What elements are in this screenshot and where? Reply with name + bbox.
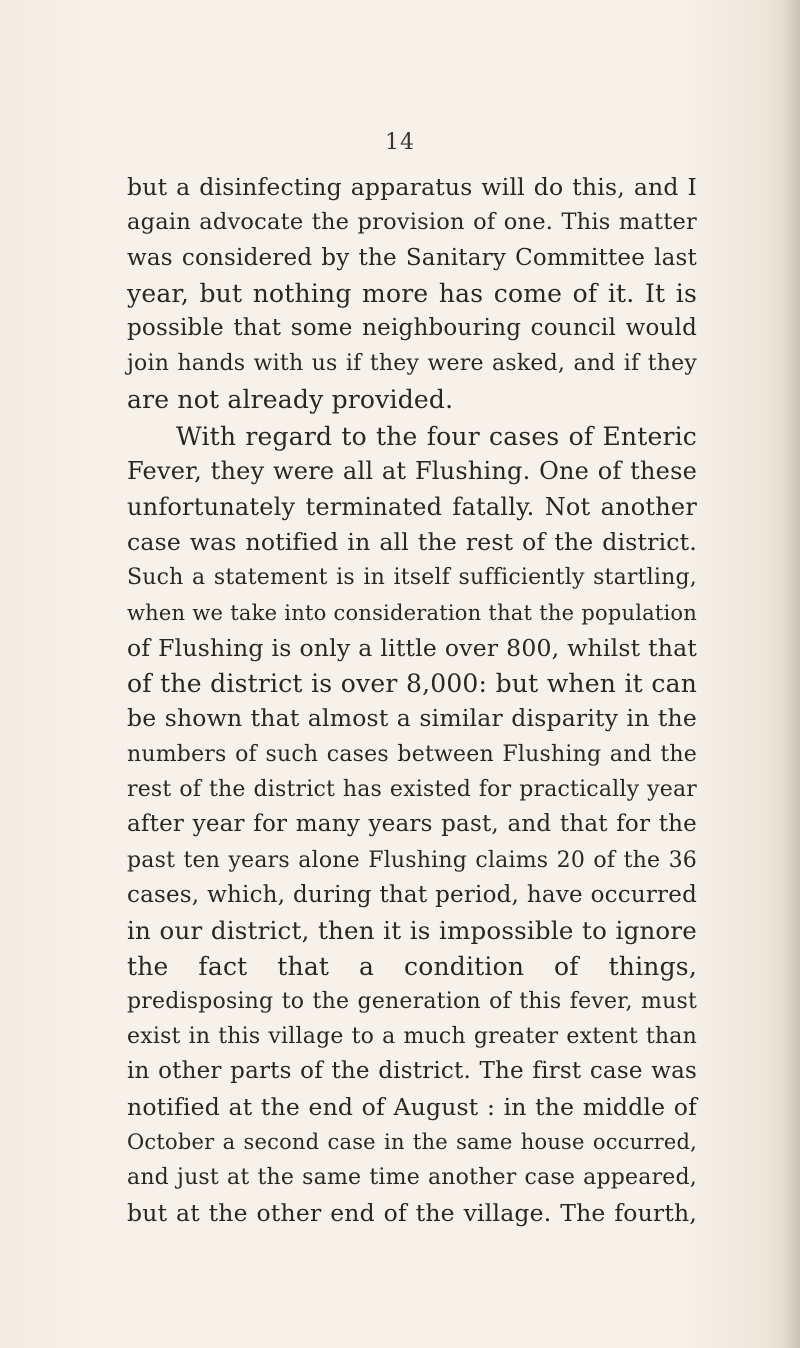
- text-line: October a second case in the same house occurred,: [127, 1130, 697, 1155]
- text-line: after year for many years past, and that for the: [127, 811, 697, 838]
- body-text: [127, 170, 697, 1231]
- page-number: 14: [385, 130, 415, 155]
- text-line: but a disinfecting apparatus will do this, and I: [127, 173, 697, 201]
- text-line: in other parts of the district. The first case was: [127, 1058, 697, 1085]
- text-line: of Flushing is only a little over 800, whilst that: [127, 633, 697, 662]
- text-line: unfortunately terminated fatally. Not another: [127, 492, 697, 521]
- text-line: past ten years alone Flushing claims 20 of the 36: [127, 847, 697, 873]
- text-line: exist in this village to a much greater extent than: [127, 1024, 697, 1050]
- text-line: when we take into consideration that the population: [127, 600, 697, 625]
- text-line: are not already provided.: [127, 384, 454, 414]
- text-line: but at the other end of the village. The fourth,: [127, 1198, 697, 1227]
- text-line: notified at the end of August : in the middle of: [127, 1092, 697, 1121]
- text-line: rest of the district has existed for practically year: [127, 777, 697, 803]
- text-line: the fact that a condition of things,: [127, 951, 697, 981]
- text-line: in our district, then it is impossible to ignore: [127, 916, 697, 946]
- text-line: join hands with us if they were asked, and if they: [127, 351, 697, 377]
- text-line: and just at the same time another case appeared,: [127, 1165, 697, 1191]
- text-line: year, but nothing more has come of it. It is: [127, 278, 697, 308]
- text-line: case was notified in all the rest of the district.: [127, 527, 697, 556]
- text-line: predisposing to the generation of this fever, must: [127, 988, 697, 1014]
- text-line: With regard to the four cases of Enteric: [176, 422, 697, 452]
- page-edge-shadow: [786, 0, 800, 1348]
- text-line: Fever, they were all at Flushing. One of these: [127, 457, 697, 486]
- text-line: was considered by the Sanitary Committee last: [127, 244, 697, 271]
- text-line: cases, which, during that period, have occurred: [127, 881, 697, 908]
- text-line: be shown that almost a similar disparity in the: [127, 704, 697, 733]
- text-line: numbers of such cases between Flushing and the: [127, 741, 697, 767]
- text-line: of the district is over 8,000: but when it can: [127, 669, 697, 699]
- text-line: again advocate the provision of one. This matter: [127, 209, 697, 236]
- text-line: Such a statement is in itself sufficiently startling,: [127, 565, 697, 591]
- text-line: possible that some neighbouring council would: [127, 315, 697, 342]
- paragraph-2: [127, 419, 697, 1231]
- paragraph-1: [127, 170, 697, 417]
